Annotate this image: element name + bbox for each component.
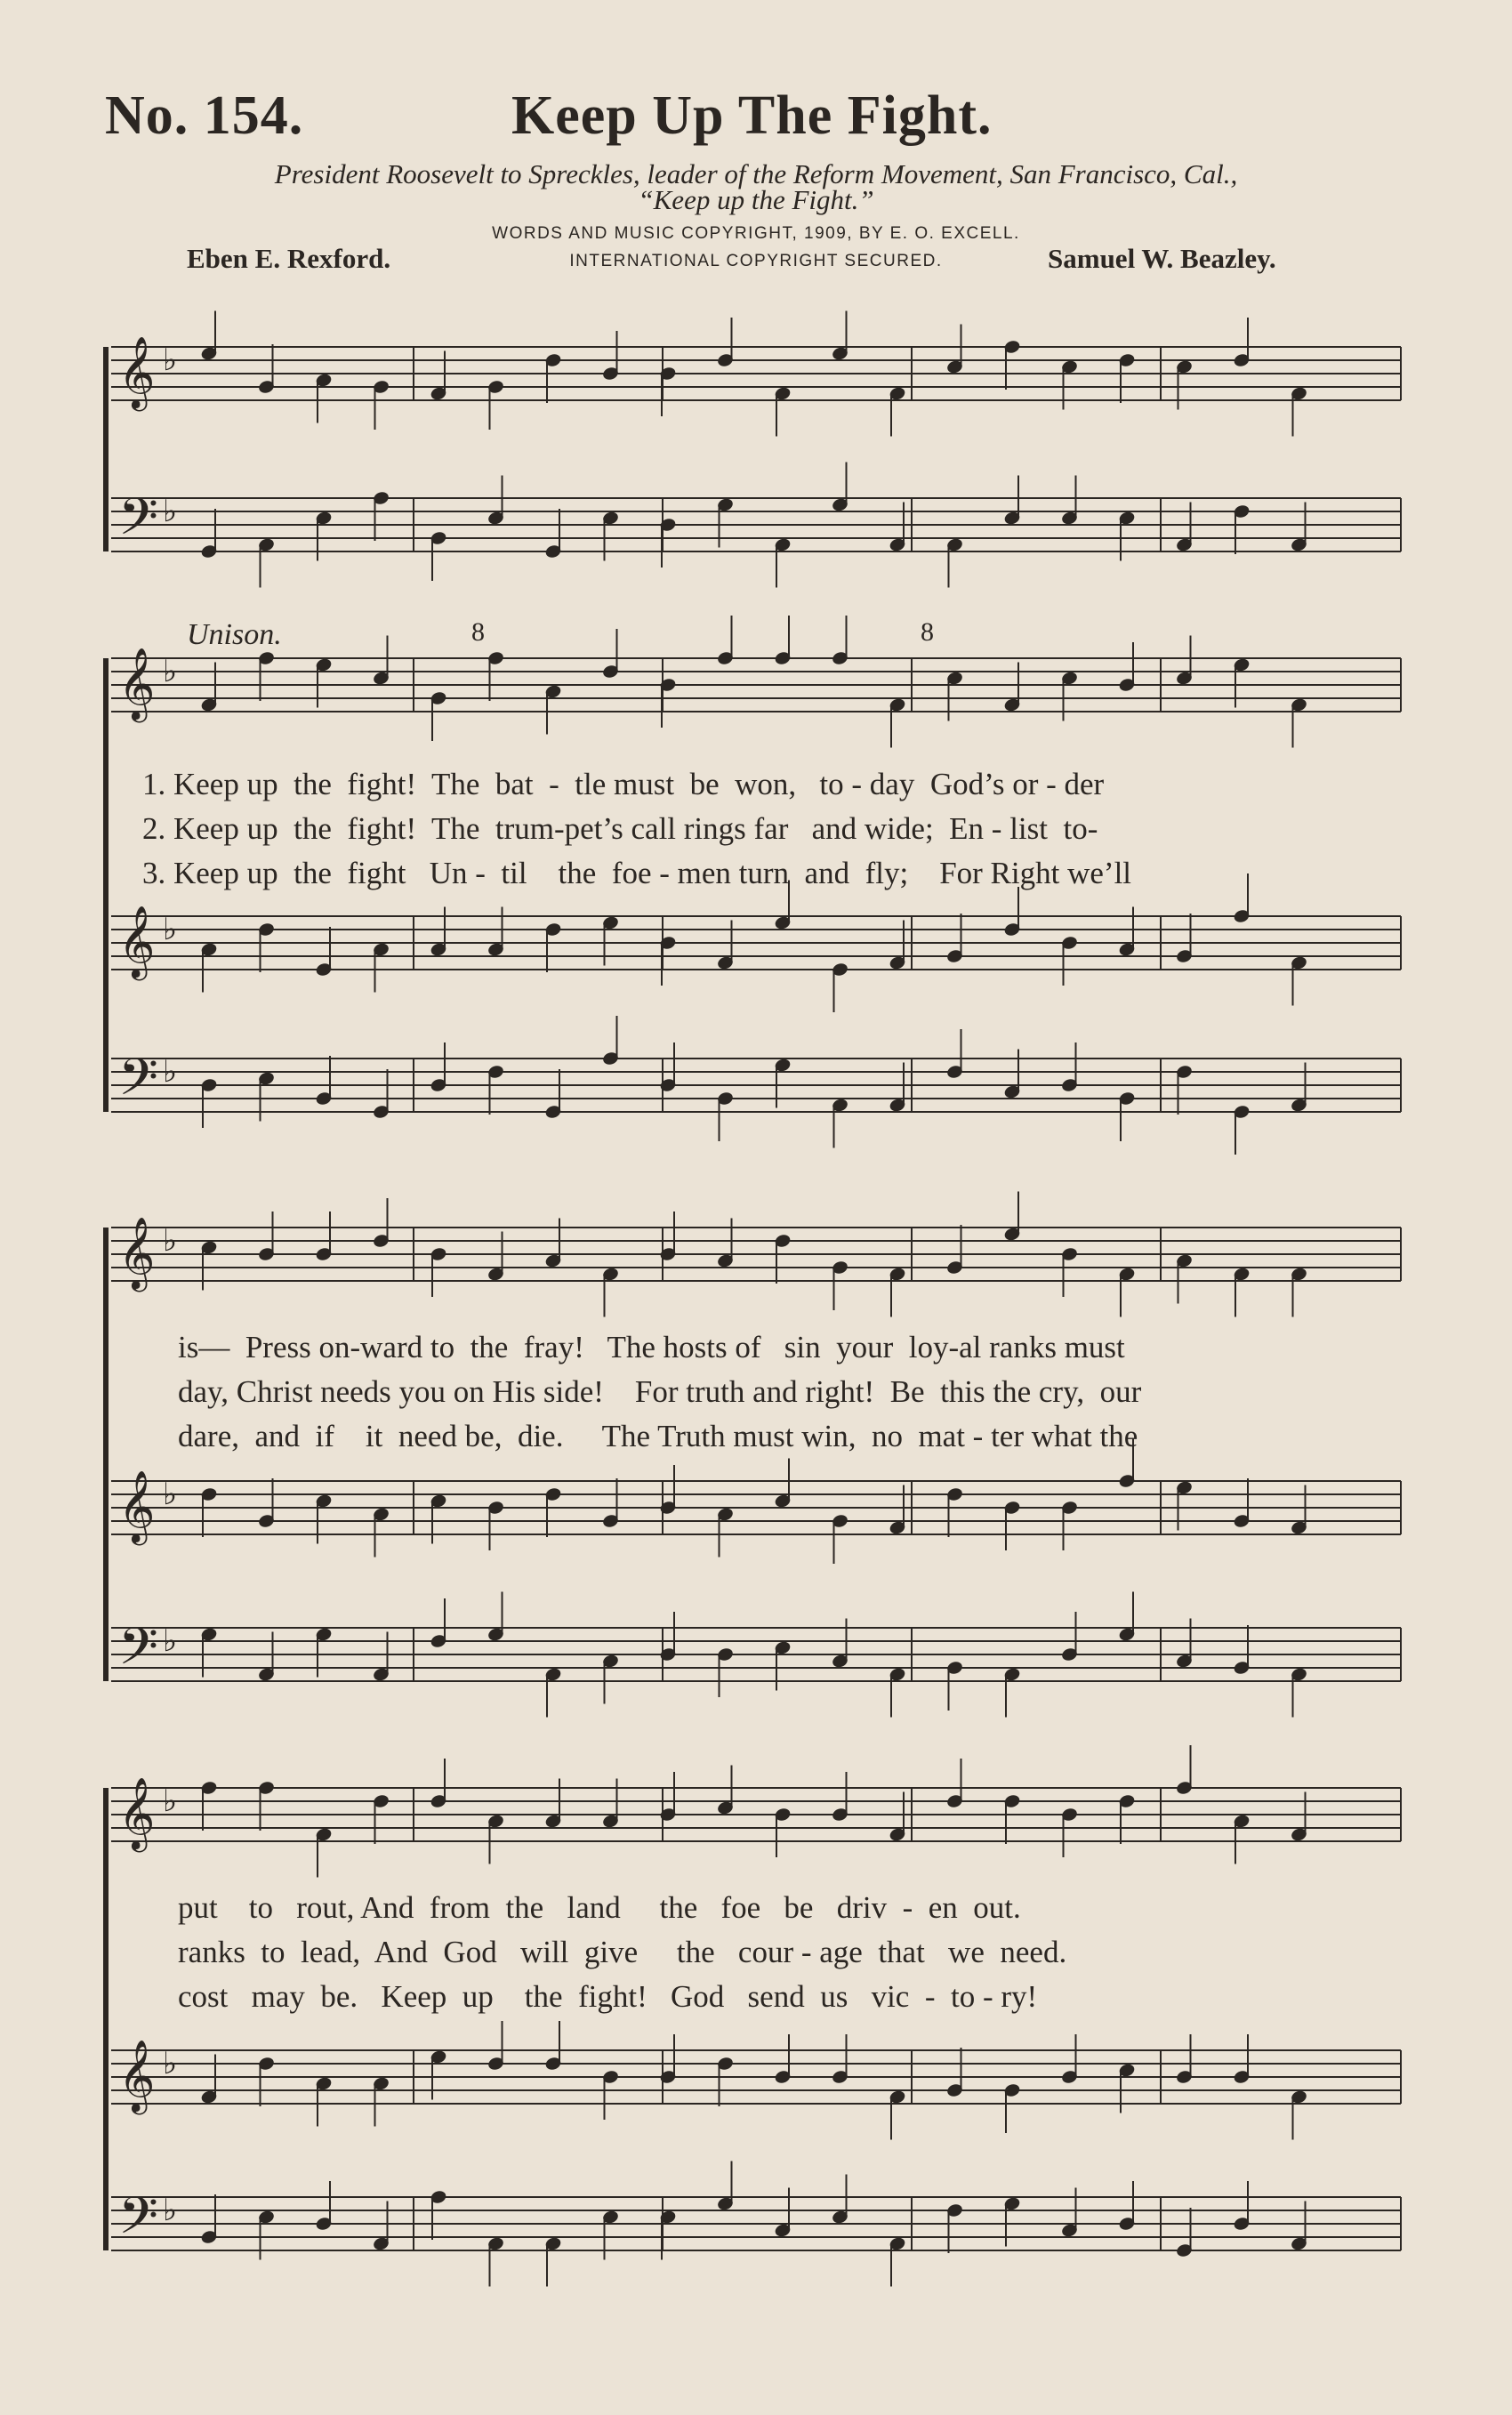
lyric-s2-verse1: 1. Keep up the fight! The bat - tle must be won, to - day God’s or - der (142, 767, 1105, 801)
music-composer: Samuel W. Beazley. (1048, 243, 1276, 274)
clef-glyph: 𝄞 (118, 1216, 156, 1289)
copyright-line-2: INTERNATIONAL COPYRIGHT SECURED. (569, 252, 943, 270)
key-flat: ♭ (163, 342, 178, 378)
unison-marking: Unison. (187, 618, 282, 651)
key-flat: ♭ (163, 2046, 178, 2081)
lyric-s3-verse1: is— Press on-ward to the fray! The hosts of sin your loy-al ranks must (178, 1330, 1125, 1364)
hymn-title: Keep Up The Fight. (511, 85, 993, 146)
clef-glyph: 𝄢 (118, 2186, 159, 2258)
lyric-s2-verse3: 3. Keep up the fight Un - til the foe - men turn and fly; For Right we’ll (142, 856, 1132, 890)
clef-glyph: 𝄞 (118, 1469, 156, 1542)
key-flat: ♭ (163, 1477, 178, 1512)
key-flat: ♭ (163, 1223, 178, 1259)
key-flat: ♭ (163, 1054, 178, 1090)
lyric-s4-verse3: cost may be. Keep up the fight! God send us vic - to - ry! (178, 1979, 1038, 2014)
words-author: Eben E. Rexford. (187, 243, 391, 274)
clef-glyph: 𝄞 (118, 647, 156, 720)
lyric-s4-verse1: put to rout, And from the land the foe be driv - en out. (178, 1890, 1021, 1925)
dedication-line-2: “Keep up the Fight.” (638, 184, 874, 215)
key-flat: ♭ (163, 1783, 178, 1819)
clef-glyph: 𝄢 (118, 487, 159, 559)
key-flat: ♭ (163, 912, 178, 947)
clef-glyph: 𝄞 (118, 335, 156, 408)
clef-glyph: 𝄢 (118, 1616, 159, 1689)
key-flat: ♭ (163, 1623, 178, 1659)
hymn-number: No. 154. (105, 85, 304, 146)
clef-glyph: 𝄢 (118, 1047, 159, 1120)
clef-glyph: 𝄞 (118, 2039, 156, 2112)
lyric-s2-verse2: 2. Keep up the fight! The trum-pet’s call rings far and wide; En - list to- (142, 811, 1098, 846)
lyric-s4-verse2: ranks to lead, And God will give the cour - age that we need. (178, 1935, 1067, 1969)
key-flat: ♭ (163, 654, 178, 689)
lyric-s3-verse2: day, Christ needs you on His side! For truth and right! Be this the cry, our (178, 1374, 1142, 1409)
clef-glyph: 𝄞 (118, 1776, 156, 1849)
measure-mark-8b: 8 (921, 617, 934, 647)
lyric-s3-verse3: dare, and if it need be, die. The Truth must win, no mat - ter what the (178, 1419, 1138, 1453)
measure-mark-8a: 8 (471, 617, 485, 647)
dedication-line-1: President Roosevelt to Spreckles, leader of the Reform Movement, San Francisco, Cal., (274, 158, 1238, 189)
copyright-line-1: WORDS AND MUSIC COPYRIGHT, 1909, BY E. O. EXCELL. (492, 224, 1020, 243)
clef-glyph: 𝄞 (118, 905, 156, 978)
key-flat: ♭ (163, 2193, 178, 2228)
key-flat: ♭ (163, 494, 178, 529)
